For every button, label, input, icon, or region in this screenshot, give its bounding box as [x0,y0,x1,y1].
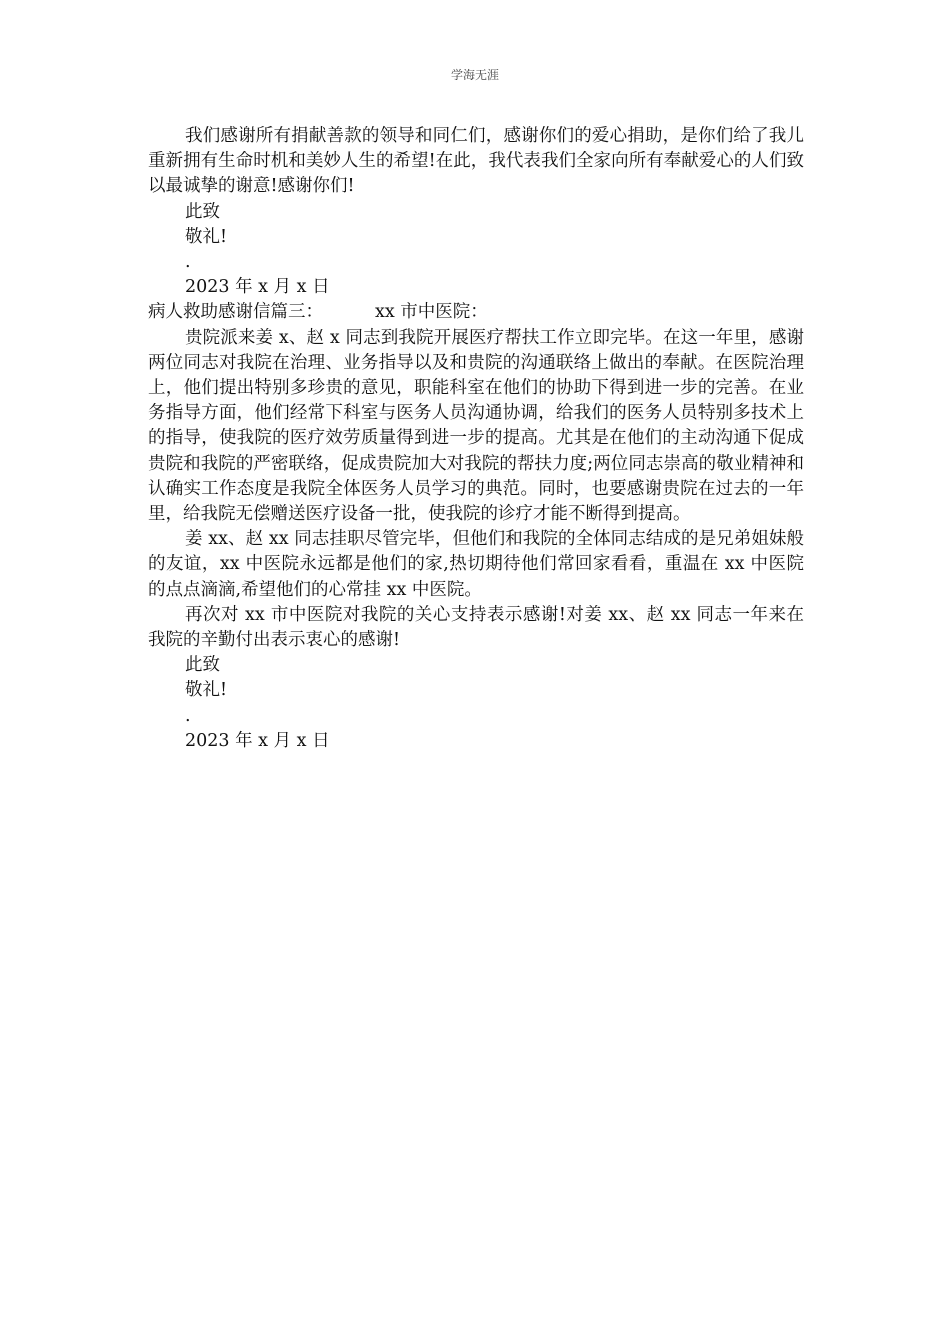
letter2-closing-zhici: 此致 [185,201,220,222]
page-header: 学海无涯 [450,68,499,82]
letter2-closing-jingli: 敬礼! [185,226,228,247]
letter2-date: 2023 年 x 月 x 日 [185,277,330,298]
letter3-paragraph-1: 贵院派来姜 x、赵 x 同志到我院开展医疗帮扶工作立即完毕。在这一年里，感谢两位同志对我院在治理、业务指导以及和贵院的沟通联络上做出的奉献。在医院治理上，他们提出特别多珍贵的意见，职能科室在他们的协助下得到进一步的完善。在业务指导方面，他们经常下科室与医务人员沟通协调，给我们的医务人员特别多技术上的指导，使我院的医疗效劳质量得到进一步的提高。尤其是在他们的主动沟通下促成贵院和我院的严密联络，促成贵院加大对我院的帮扶力度;两位同志崇高的敬业精神和认确实工作态度是我院全体医务人员学习的典范。同时，也要感谢贵院在过去的一年里，给我院无偿赠送医疗设备一批，使我院的诊疗才能不断得到提高。 [148,327,804,525]
letter3-closing-zhici: 此致 [185,655,220,676]
letter3-closing-jingli: 敬礼! [185,680,228,701]
letter3-date: 2023 年 x 月 x 日 [185,730,330,751]
letter3-salutation: xx 市中医院： [375,302,488,323]
letter3-heading [148,300,804,325]
letter3-paragraph-2: 姜 xx、赵 xx 同志挂职尽管完毕，但他们和我院的全体同志结成的是兄弟姐妹般的友谊，xx 中医院永远都是他们的家,热切期待他们常回家看看，重温在 xx 中医院的点点滴滴,希望他们的心常挂 xx 中医院。 [148,529,804,600]
document-body [148,124,804,754]
letter3-dot: . [185,705,191,726]
letter3-title: 病人救助感谢信篇三： [148,302,323,323]
letter2-dot: . [185,252,191,273]
letter2-paragraph: 我们感谢所有捐献善款的领导和同仁们，感谢你们的爱心捐助，是你们给了我儿重新拥有生命时机和美妙人生的希望!在此，我代表我们全家向所有奉献爱心的人们致以最诚挚的谢意!感谢你们! [148,126,804,197]
letter3-paragraph-3: 再次对 xx 市中医院对我院的关心支持表示感谢!对姜 xx、赵 xx 同志一年来在我院的辛勤付出表示衷心的感谢! [148,604,804,651]
